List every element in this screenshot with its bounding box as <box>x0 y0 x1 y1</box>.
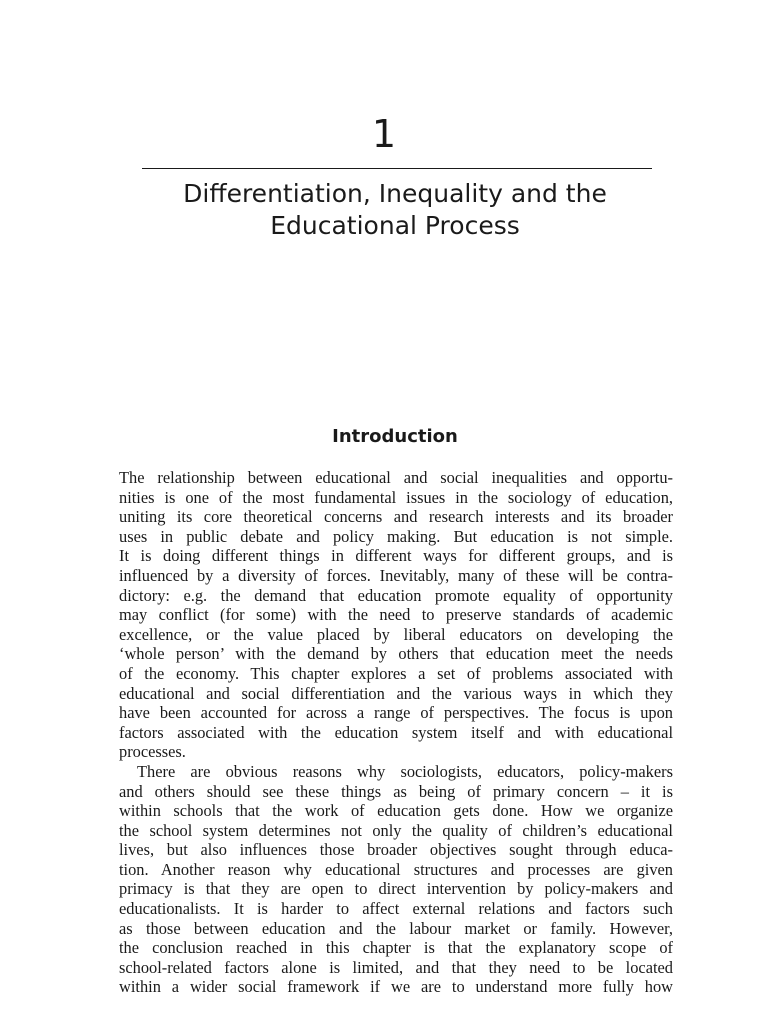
text-line: educational and social differentiation and the various ways in which they <box>119 683 673 703</box>
chapter-divider-rule <box>142 168 652 169</box>
text-line: processes. <box>119 742 186 762</box>
text-line: educationalists. It is harder to affect external relations and factors such <box>119 899 673 919</box>
text-line: nities is one of the most fundamental issues in the sociology of education, <box>119 487 673 507</box>
text-line: as those between education and the labour market or family. However, <box>119 918 673 938</box>
text-line: and others should see these things as being of primary concern – it is <box>119 781 673 801</box>
text-line: excellence, or the value placed by liberal educators on developing the <box>119 624 673 644</box>
text-line: dictory: e.g. the demand that education promote equality of opportunity <box>119 585 673 605</box>
text-line: The relationship between educational and social inequalities and opportu- <box>119 468 673 487</box>
chapter-title-line-1: Differentiation, Inequality and the <box>183 179 607 208</box>
text-line: influenced by a diversity of forces. Inevitably, many of these will be contra- <box>119 565 673 585</box>
text-line: have been accounted for across a range of perspectives. The focus is upon <box>119 703 673 723</box>
text-line: ‘whole person’ with the demand by others that education meet the needs <box>119 644 673 664</box>
text-line: may conflict (for some) with the need to preserve standards of academic <box>119 605 673 625</box>
text-line: the conclusion reached in this chapter is that the explanatory scope of <box>119 938 673 958</box>
chapter-title-line-2: Educational Process <box>270 211 520 240</box>
text-line: uses in public debate and policy making. But education is not simple. <box>119 526 673 546</box>
text-line: tion. Another reason why educational structures and processes are given <box>119 859 673 879</box>
text-line: factors associated with the education system itself and with educational <box>119 722 673 742</box>
chapter-number: 1 <box>371 112 397 156</box>
text-line: lives, but also influences those broader objectives sought through educa- <box>119 840 673 860</box>
chapter-title <box>100 178 690 242</box>
text-line: It is doing different things in different ways for different groups, and is <box>119 546 673 566</box>
text-line: within a wider social framework if we are to understand more fully how <box>119 977 673 997</box>
text-line: uniting its core theoretical concerns and research interests and its broader <box>119 507 673 527</box>
text-line: primacy is that they are open to direct intervention by policy-makers and <box>119 879 673 899</box>
text-line: There are obvious reasons why sociologists, educators, policy-makers <box>137 761 673 781</box>
text-line: within schools that the work of education gets done. How we organize <box>119 801 673 821</box>
body-text <box>119 468 673 997</box>
text-line: school-related factors alone is limited, and that they need to be located <box>119 957 673 977</box>
section-heading: Introduction <box>332 426 458 447</box>
text-line: of the economy. This chapter explores a set of problems associated with <box>119 663 673 683</box>
text-line: the school system determines not only the quality of children’s educational <box>119 820 673 840</box>
